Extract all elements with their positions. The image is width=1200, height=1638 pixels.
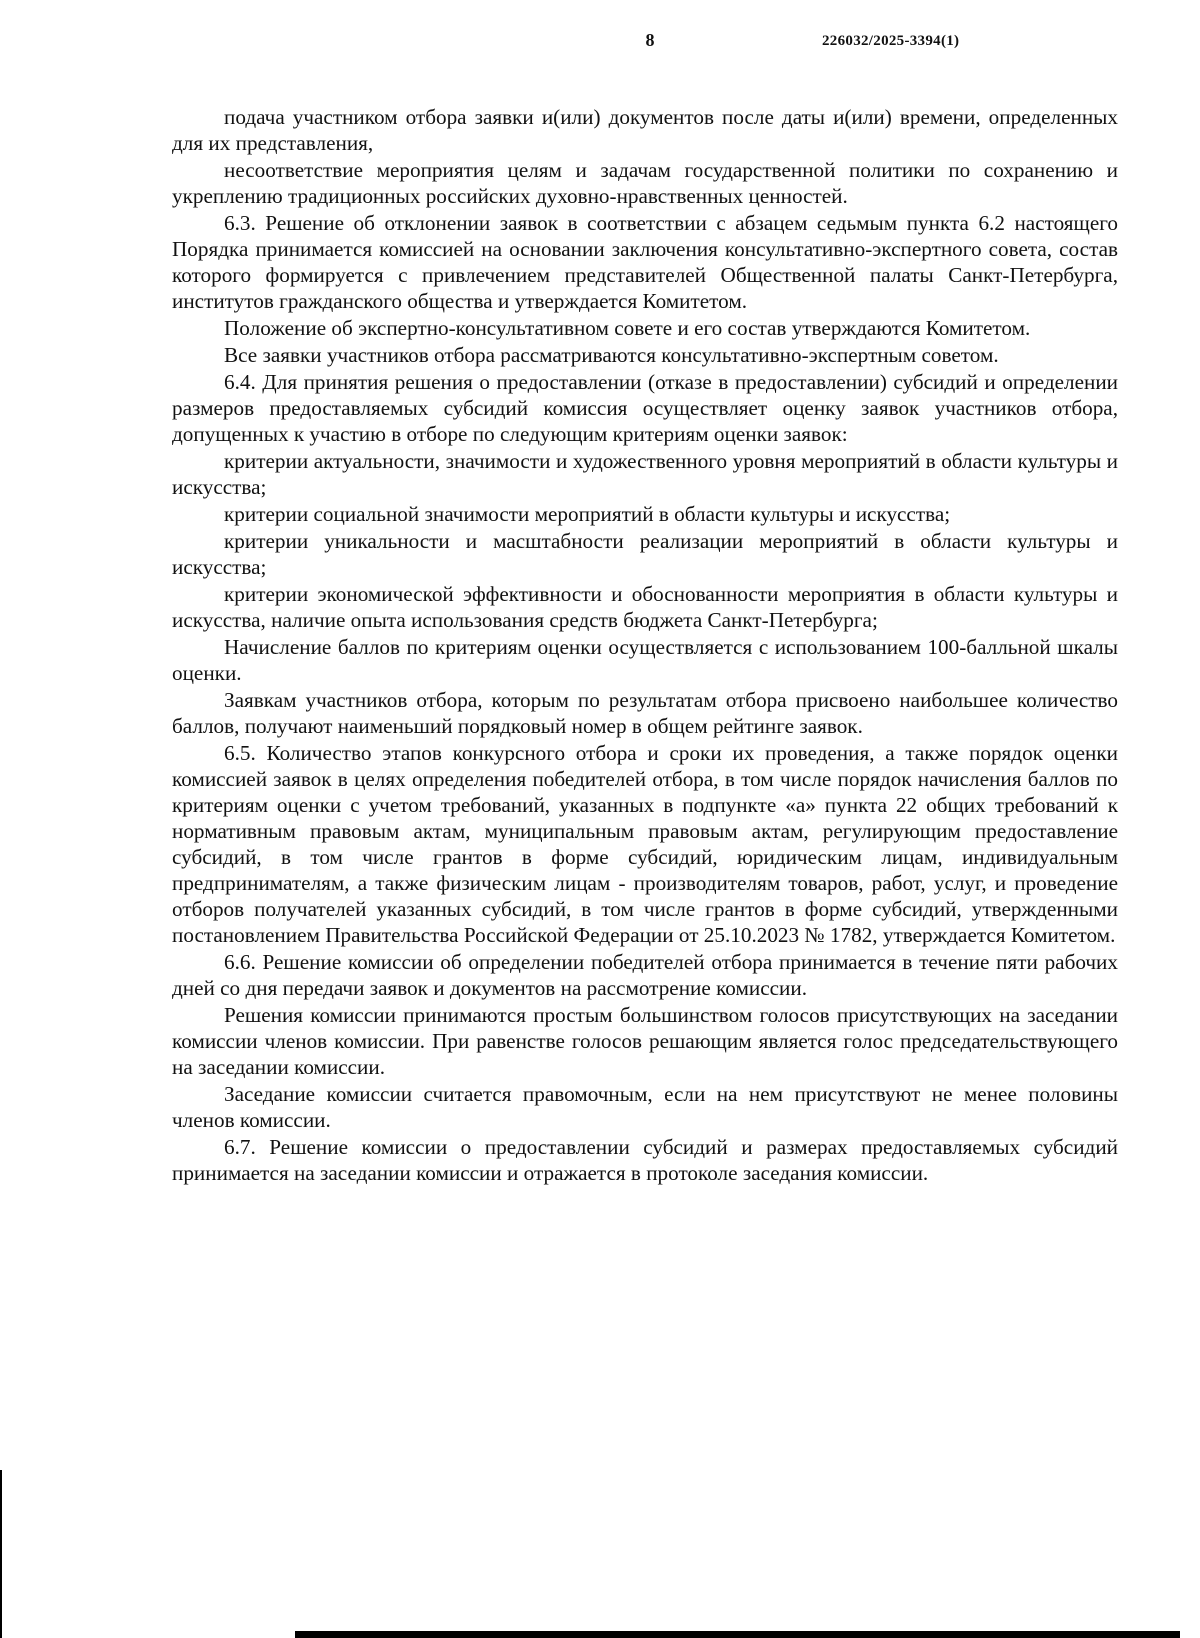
paragraph: 6.7. Решение комиссии о предоставлении субсидий и размерах предоставляемых субсидий принимается на заседании комиссии и отражается в протоколе заседания комиссии. bbox=[172, 1135, 1118, 1185]
document-body bbox=[172, 104, 1118, 1187]
paragraph: Все заявки участников отбора рассматриваются консультативно-экспертным советом. bbox=[224, 343, 999, 367]
document-number: 226032/2025-3394(1) bbox=[822, 33, 960, 49]
paragraph: критерии актуальности, значимости и художественного уровня мероприятий в области культуры и искусства; bbox=[172, 449, 1118, 499]
paragraph: подача участником отбора заявки и(или) документов после даты и(или) времени, определенных для их представления, bbox=[172, 105, 1118, 155]
paragraph: критерии социальной значимости мероприятий в области культуры и искусства; bbox=[224, 502, 951, 526]
paragraph: 6.3. Решение об отклонении заявок в соответствии с абзацем седьмым пункта 6.2 настоящего Порядка принимается комиссией на основании заключения консультативно-экспертного совета, состав которого формируется с привлечением представителей Общественной палаты Санкт-Петербурга, институтов гражданского общества и утверждается Комитетом. bbox=[172, 211, 1118, 313]
paragraph: 6.5. Количество этапов конкурсного отбора и сроки их проведения, а также порядок оценки комиссией заявок в целях определения победителей отбора, в том числе порядок начисления баллов по критериям оценки с учетом требований, указанных в подпункте «а» пункта 22 общих требований к нормативным правовым актам, муниципальным правовым актам, регулирующим предоставление субсидий, в том числе грантов в форме субсидий, юридическим лицам, индивидуальным предпринимателям, а также физическим лицам - производителям товаров, работ, услуг, и проведение отборов получателей указанных субсидий, в том числе грантов в форме субсидий, утвержденными постановлением Правительства Российской Федерации от 25.10.2023 № 1782, утверждается Комитетом. bbox=[172, 741, 1118, 947]
paragraph: 6.4. Для принятия решения о предоставлении (отказе в предоставлении) субсидий и определении размеров предоставляемых субсидий комиссия осуществляет оценку заявок участников отбора, допущенных к участию в отборе по следующим критериям оценки заявок: bbox=[172, 370, 1118, 446]
paragraph: Положение об экспертно-консультативном совете и его состав утверждаются Комитетом. bbox=[224, 316, 1031, 340]
paragraph: Заявкам участников отбора, которым по результатам отбора присвоено наибольшее количество баллов, получают наименьший порядковый номер в общем рейтинге заявок. bbox=[172, 688, 1118, 738]
paragraph: Решения комиссии принимаются простым большинством голосов присутствующих на заседании комиссии членов комиссии. При равенстве голосов решающим является голос председательствующего на заседании комиссии. bbox=[172, 1003, 1118, 1079]
scan-bottom-bar bbox=[295, 1631, 1180, 1638]
paragraph: несоответствие мероприятия целям и задачам государственной политики по сохранению и укреплению традиционных российских духовно-нравственных ценностей. bbox=[172, 158, 1118, 208]
paragraph: Заседание комиссии считается правомочным, если на нем присутствуют не менее половины членов комиссии. bbox=[172, 1082, 1118, 1132]
paragraph: критерии уникальности и масштабности реализации мероприятий в области культуры и искусства; bbox=[172, 529, 1118, 579]
page-number: 8 bbox=[645, 30, 655, 50]
paragraph: Начисление баллов по критериям оценки осуществляется с использованием 100-балльной шкалы оценки. bbox=[172, 635, 1118, 685]
paragraph: 6.6. Решение комиссии об определении победителей отбора принимается в течение пяти рабочих дней со дня передачи заявок и документов на рассмотрение комиссии. bbox=[172, 950, 1118, 1000]
paragraph: критерии экономической эффективности и обоснованности мероприятия в области культуры и искусства, наличие опыта использования средств бюджета Санкт-Петербурга; bbox=[172, 582, 1118, 632]
scan-edge-line bbox=[0, 1470, 2, 1638]
